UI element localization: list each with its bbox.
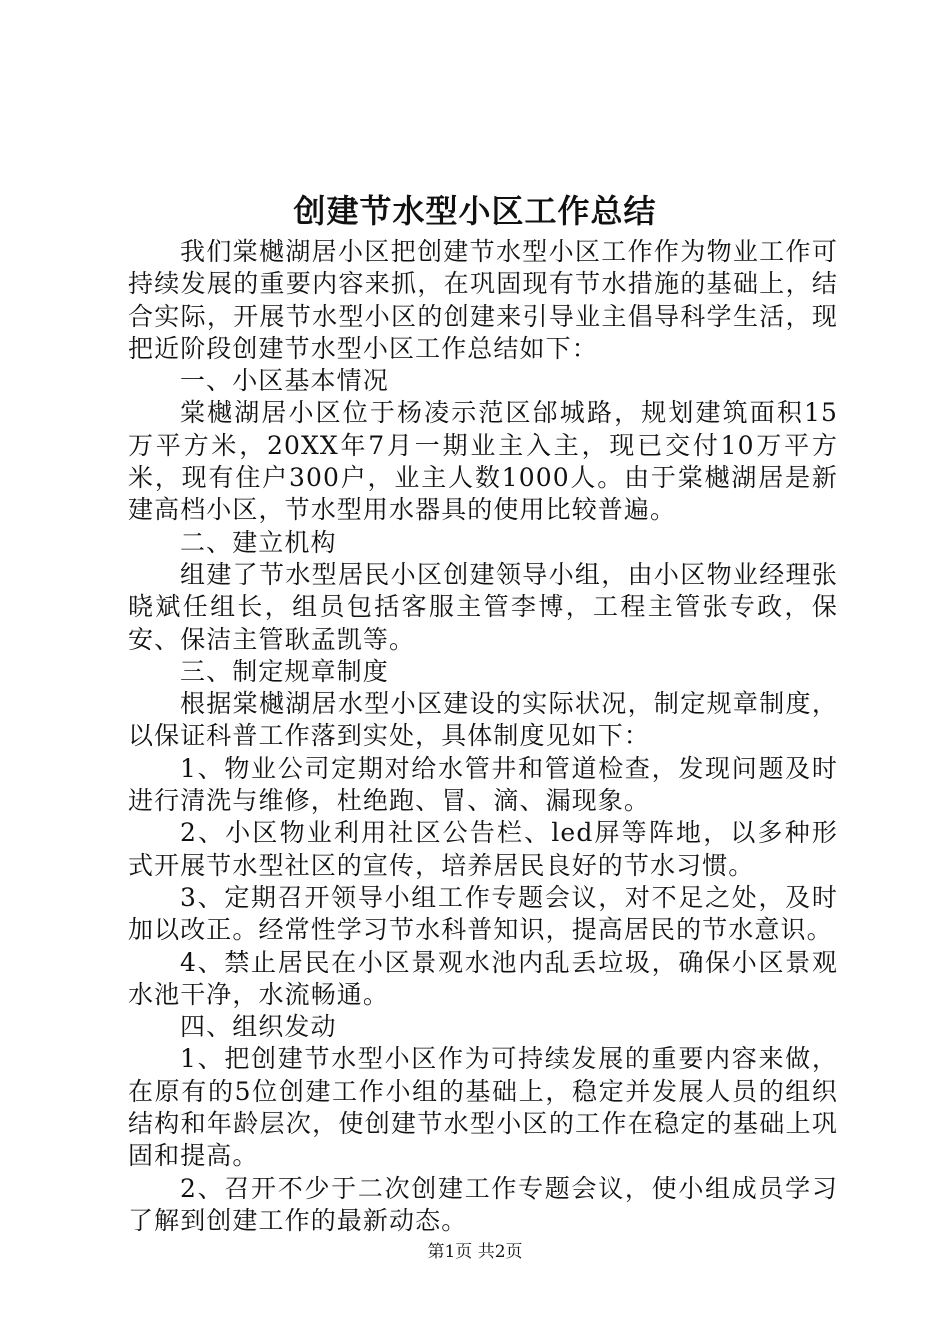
document-title: 创建节水型小区工作总结 <box>293 192 657 230</box>
mobilization-item-1: 1、把创建节水型小区作为可持续发展的重要内容来做，在原有的5位创建工作小组的基础上，稳定并发展人员的组织结构和年龄层次，使创建节水型小区的工作在稳定的基础上巩固和提高。 <box>128 1044 838 1171</box>
rule-item-4: 4、禁止居民在小区景观水池内乱丢垃圾，确保小区景观水池干净，水流畅通。 <box>128 947 838 1009</box>
paragraph-intro: 我们棠樾湖居小区把创建节水型小区工作作为物业工作可持续发展的重要内容来抓，在巩固现有节水措施的基础上，结合实际，开展节水型小区的创建来引导业主倡导科学生活，现把近阶段创建节水型小区工作总结如下： <box>128 237 838 363</box>
rule-item-2: 2、小区物业利用社区公告栏、led屏等阵地，以多种形式开展节水型社区的宣传，培养居民良好的节水习惯。 <box>128 818 838 880</box>
mobilization-item-2: 2、召开不少于二次创建工作专题会议，使小组成员学习了解到创建工作的最新动态。 <box>128 1173 838 1235</box>
paragraph-basic-info: 棠樾湖居小区位于杨凌示范区邰城路，规划建筑面积15万平方米，20XX年7月一期业主入主，现已交付10万平方米，现有住户300户，业主人数1000人。由于棠樾湖居是新建高档小区，节水型用水器具的使用比较普遍。 <box>128 398 838 525</box>
section-heading-rules: 三、制定规章制度 <box>180 656 389 686</box>
page-number-footer: 第1页 共2页 <box>427 1242 523 1262</box>
rule-item-3: 3、定期召开领导小组工作专题会议，对不足之处，及时加以改正。经常性学习节水科普知识，提高居民的节水意识。 <box>128 882 838 945</box>
section-heading-organization: 二、建立机构 <box>180 527 337 557</box>
document-body <box>128 236 838 1237</box>
paragraph-rules: 根据棠樾湖居水型小区建设的实际状况，制定规章制度，以保证科普工作落到实处，具体制度见如下： <box>128 689 838 751</box>
rule-item-1: 1、物业公司定期对给水管井和管道检查，发现问题及时进行清洗与维修，杜绝跑、冒、滴、漏现象。 <box>128 753 838 816</box>
section-heading-basic-info: 一、小区基本情况 <box>180 366 389 396</box>
section-heading-mobilization: 四、组织发动 <box>180 1012 337 1042</box>
paragraph-organization: 组建了节水型居民小区创建领导小组，由小区物业经理张晓斌任组长，组员包括客服主管李博，工程主管张专政，保安、保洁主管耿孟凯等。 <box>128 559 838 654</box>
